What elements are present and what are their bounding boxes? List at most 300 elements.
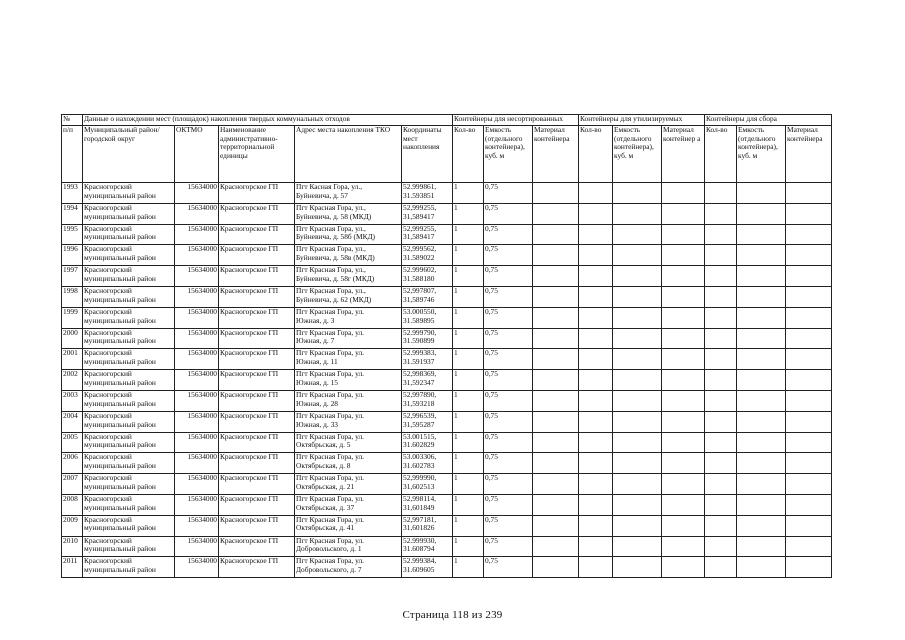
capacity-cell: 0,75 [484,494,533,515]
header-group-unsorted: Контейнеры для несортированных [453,115,579,126]
empty-cell [786,328,832,349]
capacity-cell: 0,75 [484,432,533,453]
empty-cell [533,432,579,453]
address-cell [295,411,402,432]
count-cell: 1 [453,203,484,224]
empty-cell [533,411,579,432]
empty-cell [786,474,832,495]
address-cell [295,307,402,328]
empty-cell [613,307,662,328]
oktmo-cell: 15634000 [175,307,219,328]
empty-cell [737,245,786,266]
admin-unit-cell: Красногорское ГП [219,370,295,391]
capacity-cell: 0,75 [484,536,533,557]
row-number-cell: 2010 [62,536,83,557]
address-cell [295,328,402,349]
row-number-cell: 2011 [62,557,83,578]
empty-cell [786,370,832,391]
empty-cell [737,536,786,557]
coords-line-1: 53.003306, [403,452,437,462]
coords-line-1: 52,999562, [403,244,437,254]
address-line-2: Буйневича, д. 58г (МКД) [296,273,375,283]
admin-unit-cell: Красногорское ГП [219,286,295,307]
row-number-cell: 1996 [62,245,83,266]
empty-cell [705,432,737,453]
address-line-1: Пгт Красная Гора, ул., [296,286,366,295]
empty-cell [613,474,662,495]
coords-line-2: 31.590899 [403,336,435,346]
coords-line-2: 31,589417 [403,232,435,242]
coords-line-1: 52,999990, [403,473,437,483]
oktmo-cell: 15634000 [175,557,219,578]
district-line-1: Красногорский [84,203,132,212]
empty-cell [705,328,737,349]
count-cell: 1 [453,328,484,349]
coords-line-1: 52,996539, [403,411,437,420]
row-number-cell: 2005 [62,432,83,453]
table-row [62,224,832,245]
oktmo-cell: 15634000 [175,183,219,204]
district-line-2: муниципальный район [84,481,156,491]
admin-unit-cell: Красногорское ГП [219,474,295,495]
row-number-cell: 1993 [62,183,83,204]
empty-cell [705,474,737,495]
row-number-cell: 2000 [62,328,83,349]
empty-cell [613,390,662,411]
table-row [62,474,832,495]
header-material-2: Материал контейнер а [662,126,705,183]
coords-cell [402,411,453,432]
admin-unit-cell: Красногорское ГП [219,453,295,474]
empty-cell [786,494,832,515]
empty-cell [662,224,705,245]
empty-cell [662,411,705,432]
oktmo-cell: 15634000 [175,515,219,536]
count-cell: 1 [453,370,484,391]
district-line-2: муниципальный район [84,294,156,304]
address-line-2: Октябрьская, д. 37 [296,502,355,512]
empty-cell [737,411,786,432]
coords-line-2: 31.602783 [403,461,435,471]
header-row-columns [62,126,832,183]
empty-cell [786,390,832,411]
address-line-1: Пгт Красная Гора, ул. [296,369,365,379]
capacity-cell: 0,75 [484,349,533,370]
address-line-2: Буйневича, д. 58в (МКД) [296,253,375,263]
capacity-cell: 0,75 [484,224,533,245]
empty-cell [662,515,705,536]
address-cell [295,266,402,287]
district-line-2: муниципальный район [84,544,156,554]
empty-cell [786,224,832,245]
address-line-1: Пгт Красная Гора, ул. [296,390,365,399]
admin-unit-cell: Красногорское ГП [219,432,295,453]
count-cell: 1 [453,453,484,474]
empty-cell [705,224,737,245]
oktmo-cell: 15634000 [175,286,219,307]
empty-cell [705,370,737,391]
header-capacity-3: Емкость (отдельного контейнера), куб. м [737,126,786,183]
empty-cell [579,536,613,557]
district-line-2: муниципальный район [84,461,156,471]
table-row [62,349,832,370]
empty-cell [737,224,786,245]
table-row [62,307,832,328]
coords-line-2: 31,601849 [403,502,435,512]
district-cell [83,203,175,224]
count-cell: 1 [453,390,484,411]
address-line-1: Пгт Красная Гора, ул. [296,307,365,316]
coords-cell [402,557,453,578]
row-number-cell: 2004 [62,411,83,432]
coords-cell [402,307,453,328]
address-line-1: Пгт Красная Гора, ул. [296,432,365,441]
empty-cell [737,183,786,204]
oktmo-cell: 15634000 [175,494,219,515]
coords-cell [402,432,453,453]
district-cell [83,245,175,266]
empty-cell [705,266,737,287]
count-cell: 1 [453,515,484,536]
address-line-2: Южная, д. 11 [296,357,338,367]
empty-cell [705,286,737,307]
empty-cell [533,536,579,557]
empty-cell [737,432,786,453]
address-line-2: Октябрьская, д. 8 [296,461,351,471]
header-row-groups [62,115,832,126]
oktmo-cell: 15634000 [175,432,219,453]
oktmo-cell: 15634000 [175,390,219,411]
district-line-1: Красногорский [84,473,132,483]
empty-cell [705,515,737,536]
empty-cell [786,203,832,224]
header-admin-unit: Наименование административно-территориальной единицы [219,126,295,183]
coords-cell [402,453,453,474]
coords-cell [402,515,453,536]
header-address: Адрес места накопления ТКО [295,126,402,183]
empty-cell [533,307,579,328]
empty-cell [533,286,579,307]
address-line-1: Пгт Красная Гора, ул. [296,494,365,503]
address-line-1: Пгт Красная Гора, ул. [296,348,365,358]
empty-cell [613,515,662,536]
district-line-1: Красногорский [84,265,132,275]
district-line-1: Красногорский [84,286,132,295]
capacity-cell: 0,75 [484,245,533,266]
capacity-cell: 0,75 [484,411,533,432]
address-line-1: Пгт Красная Гора, ул., [296,224,366,233]
empty-cell [613,494,662,515]
empty-cell [662,307,705,328]
empty-cell [533,453,579,474]
address-line-1: Пгт Красная Гора, ул. [296,473,365,483]
empty-cell [786,245,832,266]
district-cell [83,286,175,307]
empty-cell [533,494,579,515]
table-row [62,370,832,391]
empty-cell [579,370,613,391]
count-cell: 1 [453,266,484,287]
district-line-1: Красногорский [84,224,132,233]
address-line-2: Южная, д. 7 [296,336,335,346]
count-cell: 1 [453,224,484,245]
admin-unit-cell: Красногорское ГП [219,536,295,557]
district-line-1: Красногорский [84,348,132,358]
capacity-cell: 0,75 [484,390,533,411]
empty-cell [533,266,579,287]
empty-cell [662,328,705,349]
district-cell [83,370,175,391]
empty-cell [786,411,832,432]
table-row [62,266,832,287]
table-row [62,183,832,204]
empty-cell [737,370,786,391]
empty-cell [579,474,613,495]
empty-cell [786,557,832,578]
oktmo-cell: 15634000 [175,328,219,349]
admin-unit-cell: Красногорское ГП [219,411,295,432]
capacity-cell: 0,75 [484,203,533,224]
district-cell [83,328,175,349]
row-number-cell: 2001 [62,349,83,370]
district-cell [83,515,175,536]
capacity-cell: 0,75 [484,183,533,204]
coords-line-2: 31,593218 [403,398,435,408]
coords-cell [402,370,453,391]
address-line-1: Пгт Красная Гора, ул. [296,452,365,462]
empty-cell [533,224,579,245]
capacity-cell: 0,75 [484,453,533,474]
empty-cell [705,307,737,328]
table-row [62,515,832,536]
empty-cell [613,203,662,224]
empty-cell [613,411,662,432]
row-number-cell: 2009 [62,515,83,536]
header-group-location: Данные о нахождении мест (площадок) накопления твердых коммунальных отходов [83,115,453,126]
count-cell: 1 [453,286,484,307]
district-line-2: муниципальный район [84,565,156,575]
address-line-2: Добровольского, д. 7 [296,565,362,575]
header-count-3: Кол-во [705,126,737,183]
district-cell [83,411,175,432]
coords-cell [402,203,453,224]
empty-cell [613,266,662,287]
empty-cell [662,557,705,578]
coords-line-2: 31.589895 [403,315,435,325]
address-cell [295,203,402,224]
empty-cell [737,349,786,370]
empty-cell [533,515,579,536]
empty-cell [662,183,705,204]
empty-cell [533,474,579,495]
empty-cell [662,432,705,453]
coords-line-2: 31.588180 [403,273,435,283]
address-line-1: Пгт Красная Гора, ул., [296,265,366,275]
table-row [62,203,832,224]
district-line-1: Красногорский [84,328,132,337]
address-cell [295,286,402,307]
empty-cell [662,390,705,411]
empty-cell [786,286,832,307]
address-line-2: Буйневича, д. 58 (МКД) [296,211,372,221]
empty-cell [662,266,705,287]
header-coords: Координаты мест накопления [402,126,453,183]
address-line-2: Южная, д. 15 [296,377,338,387]
empty-cell [786,515,832,536]
empty-cell [613,224,662,245]
empty-cell [662,245,705,266]
admin-unit-cell: Красногорское ГП [219,515,295,536]
row-number-cell: 1994 [62,203,83,224]
empty-cell [579,349,613,370]
address-line-2: Октябрьская, д. 5 [296,440,351,450]
empty-cell [533,245,579,266]
header-group-collect: Контейнеры для сбора [705,115,832,126]
district-line-2: муниципальный район [84,273,156,283]
coords-cell [402,328,453,349]
empty-cell [705,245,737,266]
district-line-2: муниципальный район [84,315,156,325]
district-line-2: муниципальный район [84,502,156,512]
empty-cell [737,328,786,349]
district-line-1: Красногорский [84,432,132,441]
coords-line-2: 31.602829 [403,440,435,450]
coords-line-2: 31.609605 [403,565,435,575]
admin-unit-cell: Красногорское ГП [219,266,295,287]
coords-line-1: 52,997807, [403,286,437,295]
address-line-2: Южная, д. 28 [296,398,338,408]
row-number-cell: 2007 [62,474,83,495]
coords-line-2: 31,592347 [403,377,435,387]
oktmo-cell: 15634000 [175,245,219,266]
empty-cell [533,390,579,411]
district-cell [83,453,175,474]
coords-line-2: 31.589022 [403,253,435,263]
count-cell: 1 [453,307,484,328]
address-line-1: Пгт Красная Гора, ул. [296,556,365,566]
district-cell [83,494,175,515]
table-row [62,411,832,432]
oktmo-cell: 15634000 [175,474,219,495]
address-line-1: Пгт Красная Гора, ул. [296,515,365,524]
district-line-1: Красногорский [84,452,132,462]
address-cell [295,224,402,245]
district-line-2: муниципальный район [84,336,156,346]
coords-line-2: 31,589417 [403,211,435,221]
coords-line-1: 52.999383, [403,348,437,358]
capacity-cell: 0,75 [484,286,533,307]
admin-unit-cell: Красногорское ГП [219,390,295,411]
address-line-1: Пгт Красная Гора, ул. [296,411,365,420]
district-line-1: Красногорский [84,556,132,566]
table-row [62,557,832,578]
registry-table [61,114,832,578]
empty-cell [579,183,613,204]
oktmo-cell: 15634000 [175,349,219,370]
empty-cell [705,411,737,432]
oktmo-cell: 15634000 [175,411,219,432]
empty-cell [662,474,705,495]
coords-cell [402,286,453,307]
address-line-2: Южная, д. 33 [296,419,338,429]
empty-cell [705,494,737,515]
empty-cell [662,370,705,391]
empty-cell [737,453,786,474]
capacity-cell: 0,75 [484,266,533,287]
row-number-cell: 1997 [62,266,83,287]
coords-line-1: 52.999930, [403,536,437,545]
capacity-cell: 0,75 [484,328,533,349]
empty-cell [705,183,737,204]
coords-line-2: 31,595287 [403,419,435,429]
district-line-1: Красногорский [84,515,132,524]
empty-cell [613,349,662,370]
address-cell [295,432,402,453]
empty-cell [613,453,662,474]
empty-cell [737,266,786,287]
header-group-recycled: Контейнеры для утилизируемых [579,115,705,126]
empty-cell [613,328,662,349]
coords-line-1: 52.999861, [403,182,437,191]
empty-cell [613,245,662,266]
district-line-2: муниципальный район [84,398,156,408]
empty-cell [533,328,579,349]
empty-cell [737,390,786,411]
address-line-1: Пгт Красная Гора, ул., [296,203,366,212]
oktmo-cell: 15634000 [175,203,219,224]
table-row [62,536,832,557]
table-row [62,286,832,307]
header-oktmo: ОКТМО [175,126,219,183]
empty-cell [613,557,662,578]
district-line-2: муниципальный район [84,253,156,263]
empty-cell [533,349,579,370]
empty-cell [705,390,737,411]
coords-cell [402,390,453,411]
header-material: Материал контейнера [533,126,579,183]
count-cell: 1 [453,474,484,495]
empty-cell [613,536,662,557]
address-line-2: Южная, д. 3 [296,315,335,325]
coords-cell [402,494,453,515]
address-cell [295,557,402,578]
empty-cell [737,203,786,224]
empty-cell [579,411,613,432]
empty-cell [533,203,579,224]
coords-cell [402,349,453,370]
address-cell [295,515,402,536]
address-line-2: Добровольского, д. 1 [296,544,362,554]
empty-cell [533,183,579,204]
empty-cell [662,453,705,474]
admin-unit-cell: Красногорское ГП [219,245,295,266]
address-line-1: Пгт Красная Гора, ул. [296,536,365,545]
count-cell: 1 [453,536,484,557]
coords-cell [402,224,453,245]
district-line-1: Красногорский [84,307,132,316]
address-cell [295,453,402,474]
district-line-1: Красногорский [84,536,132,545]
empty-cell [786,266,832,287]
district-cell [83,474,175,495]
row-number-cell: 2002 [62,370,83,391]
header-pp: п/п [62,126,83,183]
oktmo-cell: 15634000 [175,224,219,245]
empty-cell [737,307,786,328]
district-line-1: Красногорский [84,411,132,420]
table-row [62,432,832,453]
capacity-cell: 0,75 [484,370,533,391]
